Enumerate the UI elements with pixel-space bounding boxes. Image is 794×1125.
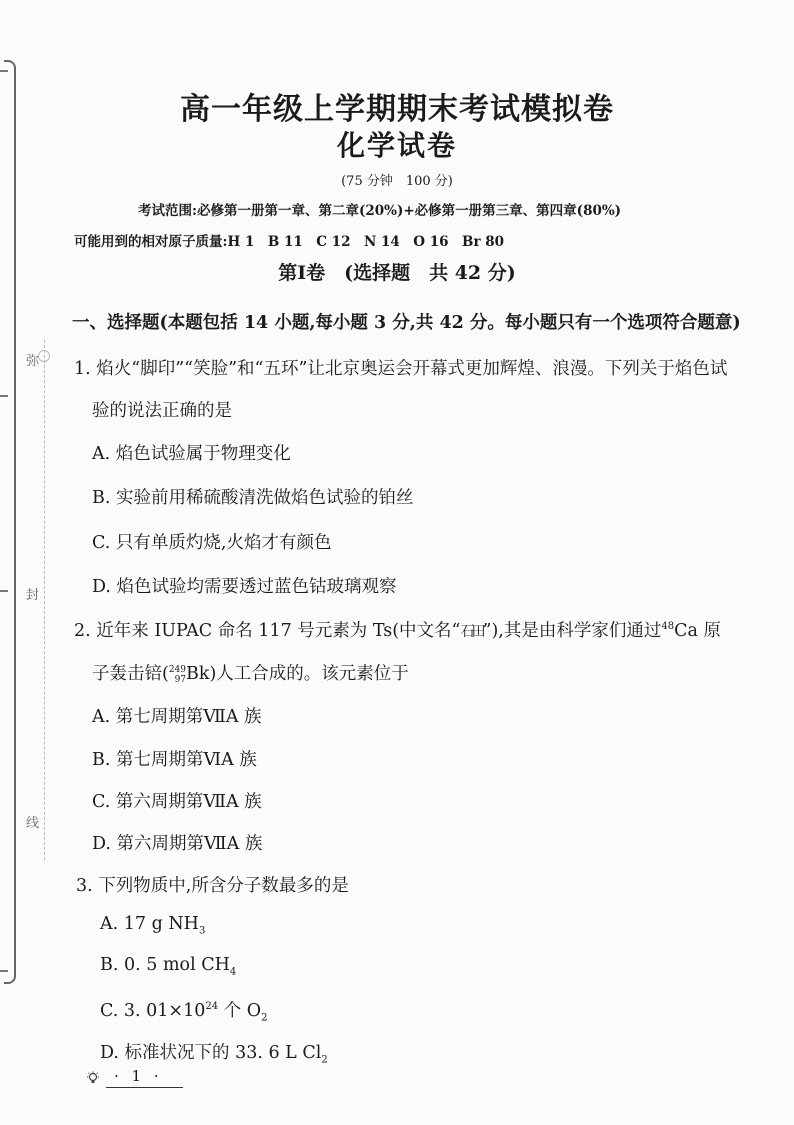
exam-subject: 化学试卷 <box>336 129 457 162</box>
question-3-option-b[interactable] <box>100 955 236 978</box>
exam-title: 高一年级上学期期末考试模拟卷 <box>180 92 614 127</box>
question-2-option-b[interactable]: B. 第七周期第ⅥA 族 <box>92 750 257 770</box>
binding-dashed-line <box>44 340 45 860</box>
question-2-stem-part-e: Bk)人工合成的。该元素位于 <box>186 664 409 684</box>
question-2-stem-part-c: Ca 原 <box>674 621 721 641</box>
question-3-option-d[interactable] <box>100 1039 328 1066</box>
question-2-stem-part-d: 子轰击锫( <box>92 664 169 684</box>
option-text: C. 3. 01×10 <box>100 1001 206 1021</box>
element-ts-char: 石田 <box>460 624 483 640</box>
time-score: (75 分钟 100 分) <box>341 174 453 189</box>
page-footer <box>86 1067 183 1088</box>
question-3-option-c[interactable] <box>100 997 267 1024</box>
option-text-post: 个 O <box>218 1001 262 1021</box>
option-text: A. 17 g NH <box>100 914 199 934</box>
question-2-stem-line1 <box>74 617 721 642</box>
ca-mass-number: 48 <box>661 621 675 633</box>
atomic-mass-list: 可能用到的相对原子质量:H 1 B 11 C 12 N 14 O 16 Br 80 <box>74 234 505 250</box>
question-1-option-c[interactable]: C. 只有单质灼烧,火焰才有颜色 <box>92 533 332 553</box>
option-subscript: 4 <box>229 966 237 978</box>
question-2-option-d[interactable]: D. 第六周期第ⅦA 族 <box>92 834 263 854</box>
binding-char-seal: 弥 <box>26 354 40 369</box>
question-3-stem: 3. 下列物质中,所含分子数最多的是 <box>76 876 349 896</box>
binding-char-seal2: 封 <box>26 588 40 603</box>
question-1-stem-line1: 1. 焰火“脚印”“笑脸”和“五环”让北京奥运会开幕式更加辉煌、浪漫。下列关于焰色试 <box>74 359 728 379</box>
page-number: · 1 · <box>106 1067 183 1088</box>
binding-tick <box>0 590 8 592</box>
option-subscript: 2 <box>321 1054 328 1066</box>
binding-tick <box>0 970 8 972</box>
option-text: B. 0. 5 mol CH <box>100 955 230 975</box>
question-2-stem-part-b: ”),其是由科学家们通过 <box>482 621 662 641</box>
question-1-option-b[interactable]: B. 实验前用稀硫酸清洗做焰色试验的铂丝 <box>92 488 414 508</box>
question-1-option-a[interactable]: A. 焰色试验属于物理变化 <box>92 444 291 464</box>
question-2-stem-line2 <box>92 660 409 685</box>
bk-mass-number: 249 <box>168 664 187 675</box>
option-subscript: 2 <box>261 1012 268 1024</box>
option-subscript: 3 <box>198 925 206 937</box>
binding-tick <box>0 395 8 397</box>
option-text: D. 标准状况下的 33. 6 L Cl <box>100 1043 322 1063</box>
binding-tick <box>0 70 8 72</box>
question-1-stem-line2: 验的说法正确的是 <box>92 401 232 421</box>
lightbulb-icon <box>86 1071 100 1085</box>
question-1-option-d[interactable]: D. 焰色试验均需要透过蓝色钴玻璃观察 <box>92 577 397 597</box>
binding-circle <box>38 350 50 362</box>
exam-scope: 考试范围:必修第一册第一章、第二章(20%)+必修第一册第三章、第四章(80%) <box>138 203 622 219</box>
part-title: 一、选择题(本题包括 14 小题,每小题 3 分,共 42 分。每小题只有一个选项符合题意) <box>72 313 741 333</box>
section-title: 第Ⅰ卷 (选择题 共 42 分) <box>278 262 516 284</box>
bk-atomic-number: 97 <box>174 674 187 685</box>
binding-frame <box>4 60 16 984</box>
bk-nuclide <box>169 665 186 685</box>
question-2-stem-part-a: 2. 近年来 IUPAC 命名 117 号元素为 Ts(中文名“ <box>74 621 461 641</box>
question-3-option-a[interactable] <box>100 914 205 937</box>
question-2-option-c[interactable]: C. 第六周期第ⅦA 族 <box>92 792 262 812</box>
question-2-option-a[interactable]: A. 第七周期第ⅦA 族 <box>92 707 262 727</box>
binding-char-line: 线 <box>26 816 40 831</box>
option-superscript: 24 <box>205 1001 219 1013</box>
